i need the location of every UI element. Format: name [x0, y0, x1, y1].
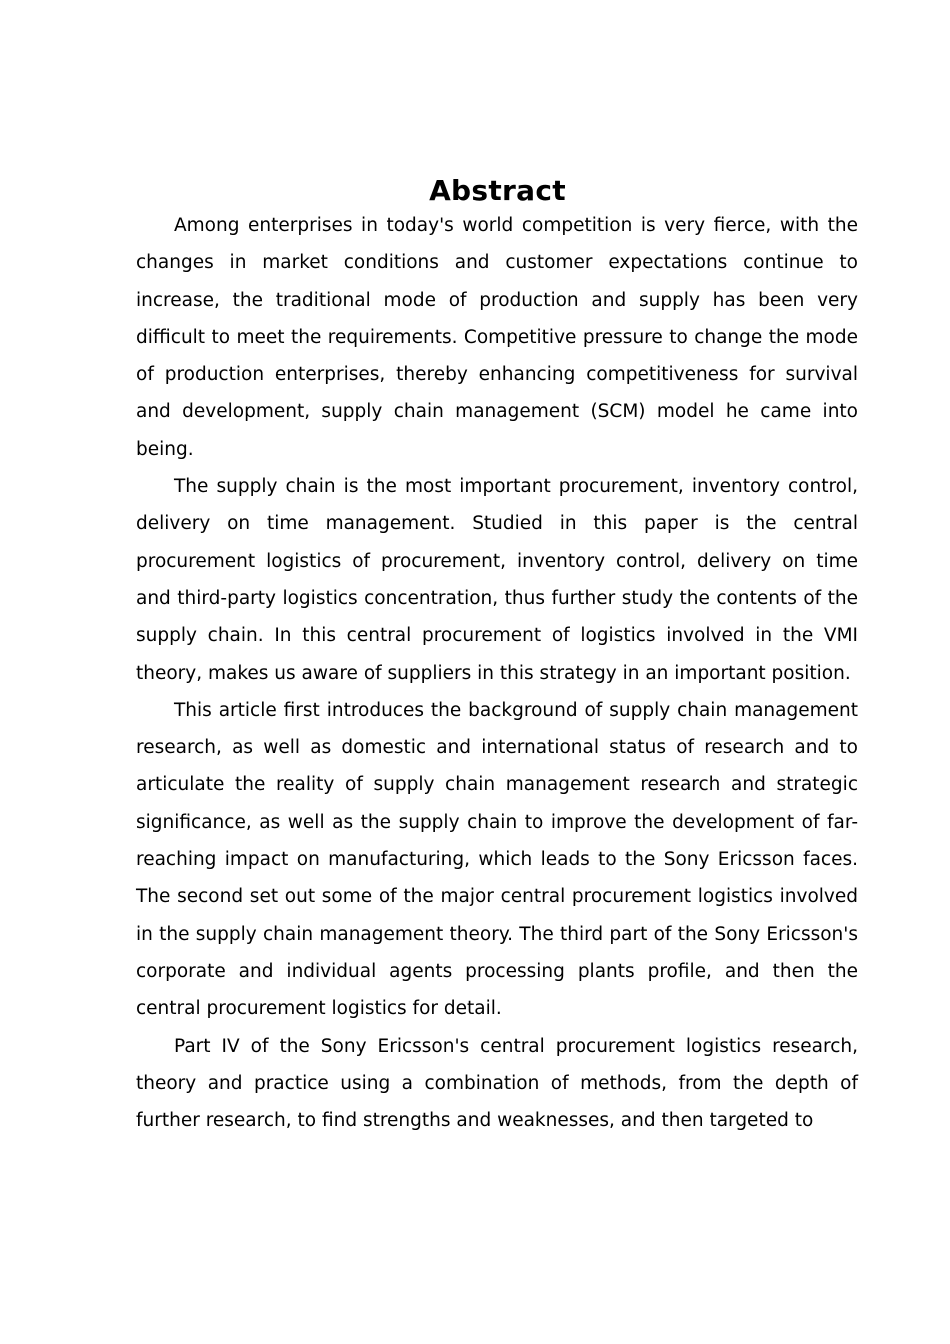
- paragraph: Among enterprises in today's world competition is very fierce, with the changes in market conditions and customer expectations continue to increase, the traditional mode of production and supply has been very difficult to meet the requirements. Competitive pressure to change the mode of production enterprises, thereby enhancing competitiveness for survival and development, supply chain management (SCM) model he came into being.: [136, 215, 858, 460]
- paragraph: The supply chain is the most important procurement, inventory control, delivery on time management. Studied in this paper is the central procurement logistics of procurement, inventory control, delivery on time and third-party logistics concentration, thus further study the contents of the supply chain. In this central procurement of logistics involved in the VMI theory, makes us aware of suppliers in this strategy in an important position.: [136, 476, 858, 684]
- page-title: Abstract: [429, 173, 566, 207]
- abstract-body: [136, 207, 858, 1139]
- paragraph: Part IV of the Sony Ericsson's central procurement logistics research, theory and practice using a combination of methods, from the depth of further research, to find strengths and weaknesses, and then targeted to: [136, 1035, 858, 1132]
- paragraph: This article first introduces the background of supply chain management research, as well as domestic and international status of research and to articulate the reality of supply chain management research and strategic significance, as well as the supply chain to improve the development of far-reaching impact on manufacturing, which leads to the Sony Ericsson faces. The second set out some of the major central procurement logistics involved in the supply chain management theory. The third part of the Sony Ericsson's corporate and individual agents processing plants profile, and then the central procurement logistics for detail.: [136, 699, 858, 1020]
